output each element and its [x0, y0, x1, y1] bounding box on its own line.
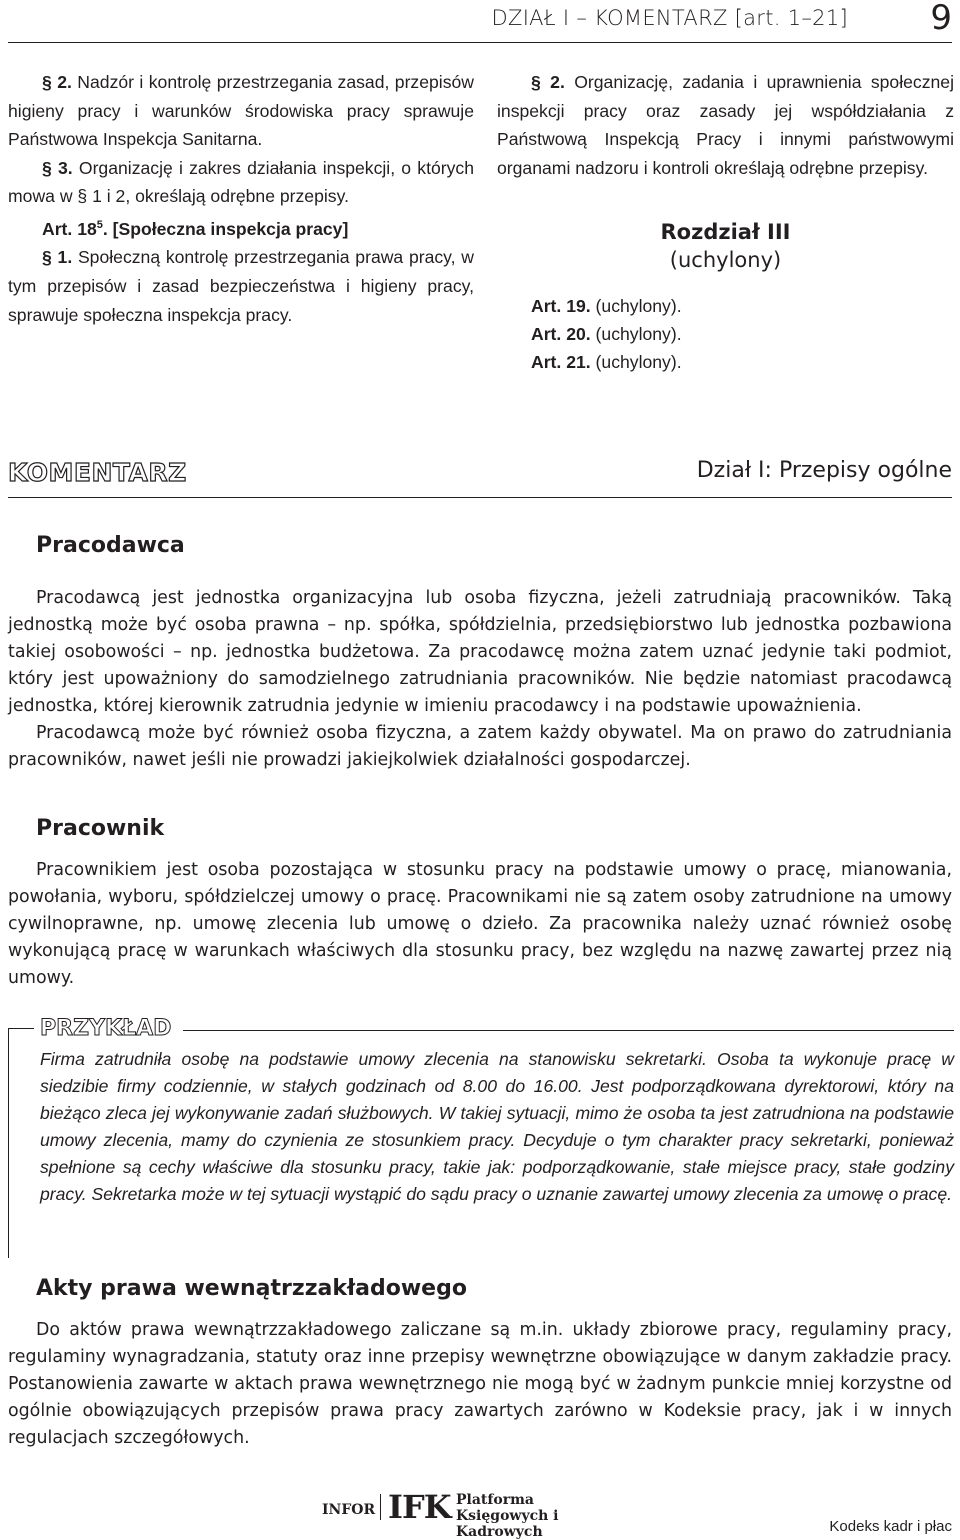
article-title: . [Społeczna inspekcja pracy]	[102, 218, 349, 239]
section-heading-pracownik: Pracownik	[36, 816, 165, 841]
paragraph-text: Społeczną kontrolę przestrzegania prawa pracy, w tym przepisów i zasad bezpieczeństwa i higieny pracy, sprawuje społeczna inspekcja pracy.	[8, 247, 474, 325]
section-body-akty	[8, 1317, 952, 1452]
article-text: (uchylony).	[590, 352, 682, 373]
example-bracket-top	[8, 1028, 34, 1029]
logo-divider	[380, 1494, 381, 1520]
commentary-rule	[8, 497, 952, 498]
paragraph-sign: §	[42, 72, 58, 92]
running-header-title: DZIAŁ I – KOMENTARZ [art. 1–21]	[491, 6, 848, 30]
page-header	[0, 0, 960, 44]
paragraph-sign: §	[42, 247, 58, 268]
paragraph-1	[8, 243, 474, 329]
example-rule	[183, 1030, 954, 1031]
chapter-heading	[497, 218, 954, 274]
paragraph-2	[8, 68, 474, 154]
logo-text	[456, 1492, 642, 1540]
statute-right-column	[497, 68, 954, 376]
chapter-title: Rozdział III	[660, 220, 791, 245]
example-bracket	[8, 1028, 9, 1258]
article-20	[497, 320, 954, 348]
paragraph-2-right	[497, 68, 954, 182]
section-name: Dział I: Przepisy ogólne	[696, 458, 952, 483]
paragraph-number: 2.	[57, 72, 72, 92]
page-number: 9	[930, 0, 952, 38]
section-heading-pracodawca: Pracodawca	[36, 533, 185, 558]
section-heading-akty: Akty prawa wewnątrzzakładowego	[36, 1276, 467, 1301]
commentary-label: KOMENTARZ	[8, 458, 187, 487]
example-label: PRZYKŁAD	[40, 1016, 177, 1041]
article-text: (uchylony).	[590, 296, 682, 317]
body-paragraph: Do aktów prawa wewnątrzzakładowego zaliczane są m.in. układy zbiorowe pracy, regulaminy pracy, regulaminy wynagradzania, statuty oraz inne przepisy wewnętrzne obowiązujące w danym zakładzie pracy. Postanowienia zawarte w aktach prawa wewnętrznego nie mogą być w żadnym punkcie mniej korzystne od ogólnie obowiązujących przepisów prawa pracy zawartych zarówno w Kodeksie pracy, jak i w innych regulacjach szczegółowych.	[8, 1320, 952, 1448]
body-paragraph: Pracownikiem jest osoba pozostająca w stosunku pracy na podstawie umowy o pracę, mianowania, powołania, wyboru, spółdzielczej umowy o pracę. Pracownikami nie są zatem osoby zatrudnione na umowy cywilnoprawne, np. umowę zlecenia lub umowę o dzieło. Za pracownika należy uznać również osobę wykonującą pracę w warunkach właściwych dla stosunku pracy, bez względu na nazwę zawartej przez nią umowy.	[8, 860, 952, 988]
article-text: (uchylony).	[590, 324, 682, 345]
section-body-pracownik	[8, 857, 952, 992]
logo-line-2: Księgowych i Kadrowych	[456, 1508, 559, 1540]
book-title: Kodeks kadr i płac	[829, 1518, 952, 1535]
section-body-pracodawca	[8, 585, 952, 774]
statute-left-column	[8, 68, 474, 329]
article-number: Art. 21.	[531, 352, 591, 373]
article-superscript: 5	[96, 218, 103, 231]
logo-ifk: IFK	[388, 1488, 451, 1526]
article-number: Art. 18	[42, 218, 97, 239]
chapter-subtitle: (uchylony)	[669, 248, 782, 273]
header-rule	[8, 42, 952, 43]
paragraph-3	[8, 154, 474, 211]
logo-infor: INFOR	[322, 1502, 376, 1518]
article-number: Art. 20.	[531, 324, 591, 345]
example-box	[8, 1016, 954, 1256]
article-19	[497, 292, 954, 320]
paragraph-text: Organizację, zadania i uprawnienia społecznej inspekcji pracy oraz zasady jej współdziałania z Państwową Inspekcją Pracy i innymi państwowymi organami nadzoru i kontroli określają odrębne przepisy.	[497, 72, 954, 178]
article-heading	[8, 211, 474, 243]
paragraph-number: 2.	[550, 72, 565, 92]
paragraph-sign: §	[42, 157, 58, 178]
logo-line-1: Platforma	[456, 1492, 535, 1508]
paragraph-text: Organizację i zakres działania inspekcji, o których mowa w § 1 i 2, określają odrębne przepisy.	[8, 157, 474, 207]
article-21	[497, 348, 954, 376]
paragraph-text: Nadzór i kontrolę przestrzegania zasad, przepisów higieny pracy i warunków środowiska pracy sprawuje Państwowa Inspekcja Sanitarna.	[8, 72, 474, 150]
example-text: Firma zatrudniła osobę na podstawie umowy zlecenia na stanowisku sekretarki. Osoba ta wykonuje pracę w siedzibie firmy codziennie, w stałych godzinach od 8.00 do 16.00. Jest podporządkowana dyrektorowi, który na bieżąco zleca jej wykonywanie zadań służbowych. W takiej sytuacji, mimo że osoba ta jest zatrudniona na podstawie umowy zlecenia, mamy do czynienia ze stosunkiem pracy. Decyduje o tym charakter pracy sekretarki, ponieważ spełnione są cechy właściwe dla stosunku pracy, takie jak: podporządkowanie, stałe miejsce pracy, stałe godziny pracy. Sekretarka może w tej sytuacji wystąpić do sądu pracy o uznanie zawartej umowy zlecenia za umowę o pracę.	[40, 1049, 954, 1204]
paragraph-number: 1.	[57, 247, 73, 268]
body-paragraph: Pracodawcą jest jednostka organizacyjna lub osoba fizyczna, jeżeli zatrudniają pracowników. Taką jednostką może być osoba prawna – np. spółka, spółdzielnia, przedsiębiorstwo lub jednostka pozbawiona takiej osobowości – np. jednostka budżetowa. Za pracodawcę można zatem uznać jedynie taki podmiot, który jest upoważniony do samodzielnego zatrudniania pracowników. Nie będzie natomiast pracodawcą jednostka, której kierownik zatrudnia jedynie w imieniu pracodawcy i na podstawie upoważnienia.	[8, 588, 952, 716]
commentary-header	[8, 452, 952, 494]
paragraph-sign: §	[531, 72, 551, 92]
paragraph-number: 3.	[58, 157, 73, 178]
article-number: Art. 19.	[531, 296, 591, 317]
publisher-logo	[322, 1488, 642, 1540]
body-paragraph: Pracodawcą może być również osoba fizyczna, a zatem każdy obywatel. Ma on prawo do zatrudniania pracowników, nawet jeśli nie prowadzi jakiejkolwiek działalności gospodarczej.	[8, 723, 952, 770]
